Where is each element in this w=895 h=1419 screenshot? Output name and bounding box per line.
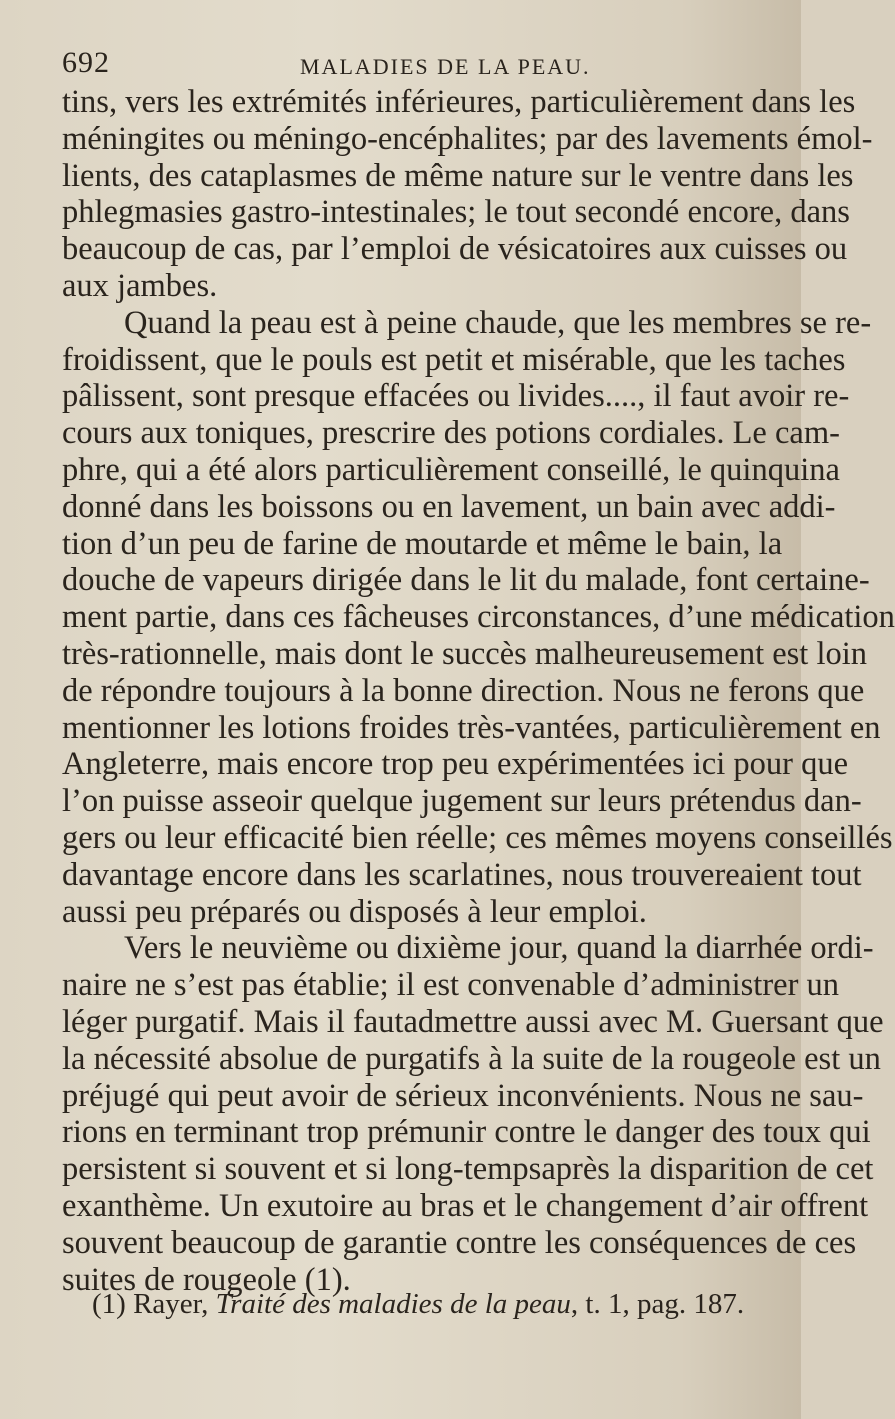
text-line: tins, vers les extrémités inférieures, particulièrement dans les [62, 84, 856, 120]
text-line: tion d’un peu de farine de moutarde et même le bain, la [62, 525, 783, 562]
text-line: suites de rougeole (1). [62, 1261, 351, 1298]
text-line: Vers le neuvième ou dixième jour, quand la diarrhée ordi- [124, 930, 874, 967]
text-line: phre, qui a été alors particulièrement conseillé, le quinquina [62, 451, 840, 488]
text-line: phlegmasies gastro-intestinales; le tout secondé encore, dans [62, 194, 850, 231]
footnote-marker: (1) Rayer, [92, 1288, 216, 1320]
text-line: froidissent, que le pouls est petit et misérable, que les taches [62, 341, 846, 378]
text-line: mentionner les lotions froides très-vantées, particulièrement en [62, 709, 881, 746]
text-line: rions en terminant trop prémunir contre le danger des toux qui [62, 1114, 871, 1151]
text-line: l’on puisse asseoir quelque jugement sur leurs prétendus dan- [62, 783, 862, 820]
text-line: Angleterre, mais encore trop peu expérimentées ici pour que [62, 746, 848, 783]
text-line: donné dans les boissons ou en lavement, un bain avec addi- [62, 488, 836, 525]
page-header [62, 46, 762, 86]
text-line: de répondre toujours à la bonne direction. Nous ne ferons que [62, 672, 865, 709]
body-text [62, 84, 895, 1298]
text-line: douche de vapeurs dirigée dans le lit du malade, font certaine- [62, 562, 870, 599]
text-line: Quand la peau est à peine chaude, que les membres se re- [124, 304, 872, 341]
running-title: MALADIES DE LA PEAU. [300, 54, 591, 79]
text-line: très-rationnelle, mais dont le succès malheureusement est loin [62, 635, 868, 672]
text-line: aussi peu préparés ou disposés à leur emploi. [62, 893, 647, 930]
text-line: gers ou leur efficacité bien réelle; ces mêmes moyens conseillés [62, 819, 893, 856]
text-line: la nécessité absolue de purgatifs à la suite de la rougeole est un [62, 1040, 881, 1077]
text-line: davantage encore dans les scarlatines, nous trouvereaient tout [62, 856, 862, 893]
footnote-reference: , t. 1, pag. 187. [570, 1288, 745, 1320]
text-line: cours aux toniques, prescrire des potions cordiales. Le cam- [62, 415, 840, 452]
text-line: ment partie, dans ces fâcheuses circonstances, d’une médication [62, 599, 895, 636]
text-line: souvent beaucoup de garantie contre les conséquences de ces [62, 1224, 857, 1261]
text-line: aux jambes. [62, 267, 218, 304]
footnote [92, 1288, 772, 1321]
text-line: beaucoup de cas, par l’emploi de vésicatoires aux cuisses ou [62, 231, 848, 268]
text-line: méningites ou méningo-encéphalites; par des lavements émol- [62, 120, 873, 157]
text-line: léger purgatif. Mais il fautadmettre aussi avec M. Guersant que [62, 1003, 884, 1040]
page-number: 692 [62, 46, 110, 79]
text-line: naire ne s’est pas établie; il est convenable d’administrer un [62, 967, 840, 1004]
footnote-title: Traité des maladies de la peau [215, 1288, 571, 1320]
text-line: lients, des cataplasmes de même nature sur le ventre dans les [62, 157, 854, 194]
text-line: exanthème. Un exutoire au bras et le changement d’air offrent [62, 1187, 869, 1224]
text-line: préjugé qui peut avoir de sérieux inconvénients. Nous ne sau- [62, 1077, 864, 1114]
text-line: persistent si souvent et si long-tempsaprès la disparition de cet [62, 1151, 874, 1188]
text-line: pâlissent, sont presque effacées ou livides...., il faut avoir re- [62, 378, 850, 415]
